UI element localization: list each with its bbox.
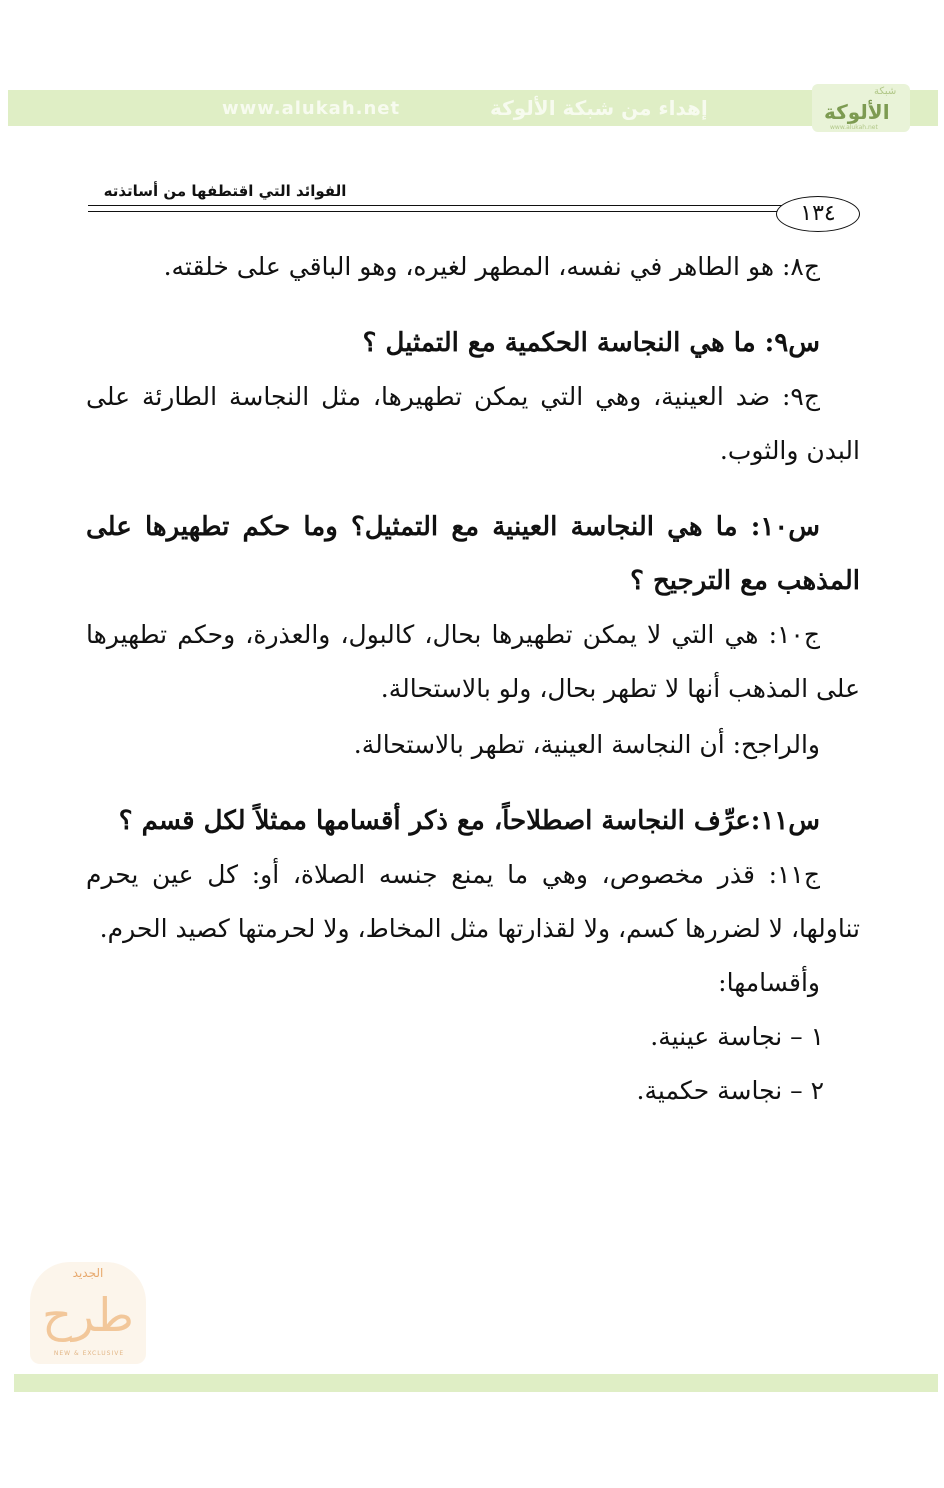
page-content [86, 240, 860, 1118]
stamp-mark: طرح [42, 1288, 134, 1342]
list-item: ١ – نجاسة عينية. [650, 1022, 824, 1051]
answer-11: ج١١: قذر مخصوص، وهي ما يمنع جنسه الصلاة، أو: كل عين يحرم تناولها، لا لضررها كسم، ولا لقذارتها مثل المخاط، ولا لحرمتها كصيد الحرم. [86, 860, 860, 943]
top-banner [8, 90, 938, 126]
logo-url-text: www.alukah.net [830, 124, 878, 131]
site-url: www.alukah.net [222, 98, 401, 119]
question-11: س١١:عرِّف النجاسة اصطلاحاً، مع ذكر أقسامها ممثلاً لكل قسم ؟ [118, 806, 820, 836]
preferred-opinion: والراجح: أن النجاسة العينية، تطهر بالاستحالة. [353, 730, 820, 759]
gift-text: إهداء من شبكة الألوكة [490, 96, 708, 120]
list-item: ٢ – نجاسة حكمية. [636, 1076, 824, 1105]
question-10: س١٠: ما هي النجاسة العينية مع التمثيل؟ وما حكم تطهيرها على المذهب مع الترجيح ؟ [86, 512, 860, 596]
answer-9: ج٩: ضد العينية، وهي التي يمكن تطهيرها، مثل النجاسة الطارئة على البدن والثوب. [86, 382, 860, 465]
logo-small-text: شبكة [874, 86, 897, 97]
running-title: الفوائد التي اقتطفها من أساتذته [103, 182, 347, 200]
stamp-top-text: الجديد [72, 1266, 104, 1280]
question-9: س٩: ما هي النجاسة الحكمية مع التمثيل ؟ [362, 328, 820, 358]
stamp-sub-text: NEW & EXCLUSIVE [53, 1350, 125, 1357]
watermark-stamp [30, 1262, 146, 1364]
answer-8: ج٨: هو الطاهر في نفسه، المطهر لغيره، وهو الباقي على خلقته. [163, 252, 820, 281]
header-rule-bottom [88, 211, 788, 212]
header-rule-top [88, 205, 788, 206]
sections-label: وأقسامها: [718, 968, 820, 997]
answer-10: ج١٠: هي التي لا يمكن تطهيرها بحال، كالبول، والعذرة، وحكم تطهيرها على المذهب أنها لا تطهر بحال، ولو بالاستحالة. [86, 620, 860, 703]
logo-main-text: الألوكة [824, 100, 890, 124]
page-number: ١٣٤ [776, 196, 860, 232]
footer-bar [14, 1374, 938, 1392]
